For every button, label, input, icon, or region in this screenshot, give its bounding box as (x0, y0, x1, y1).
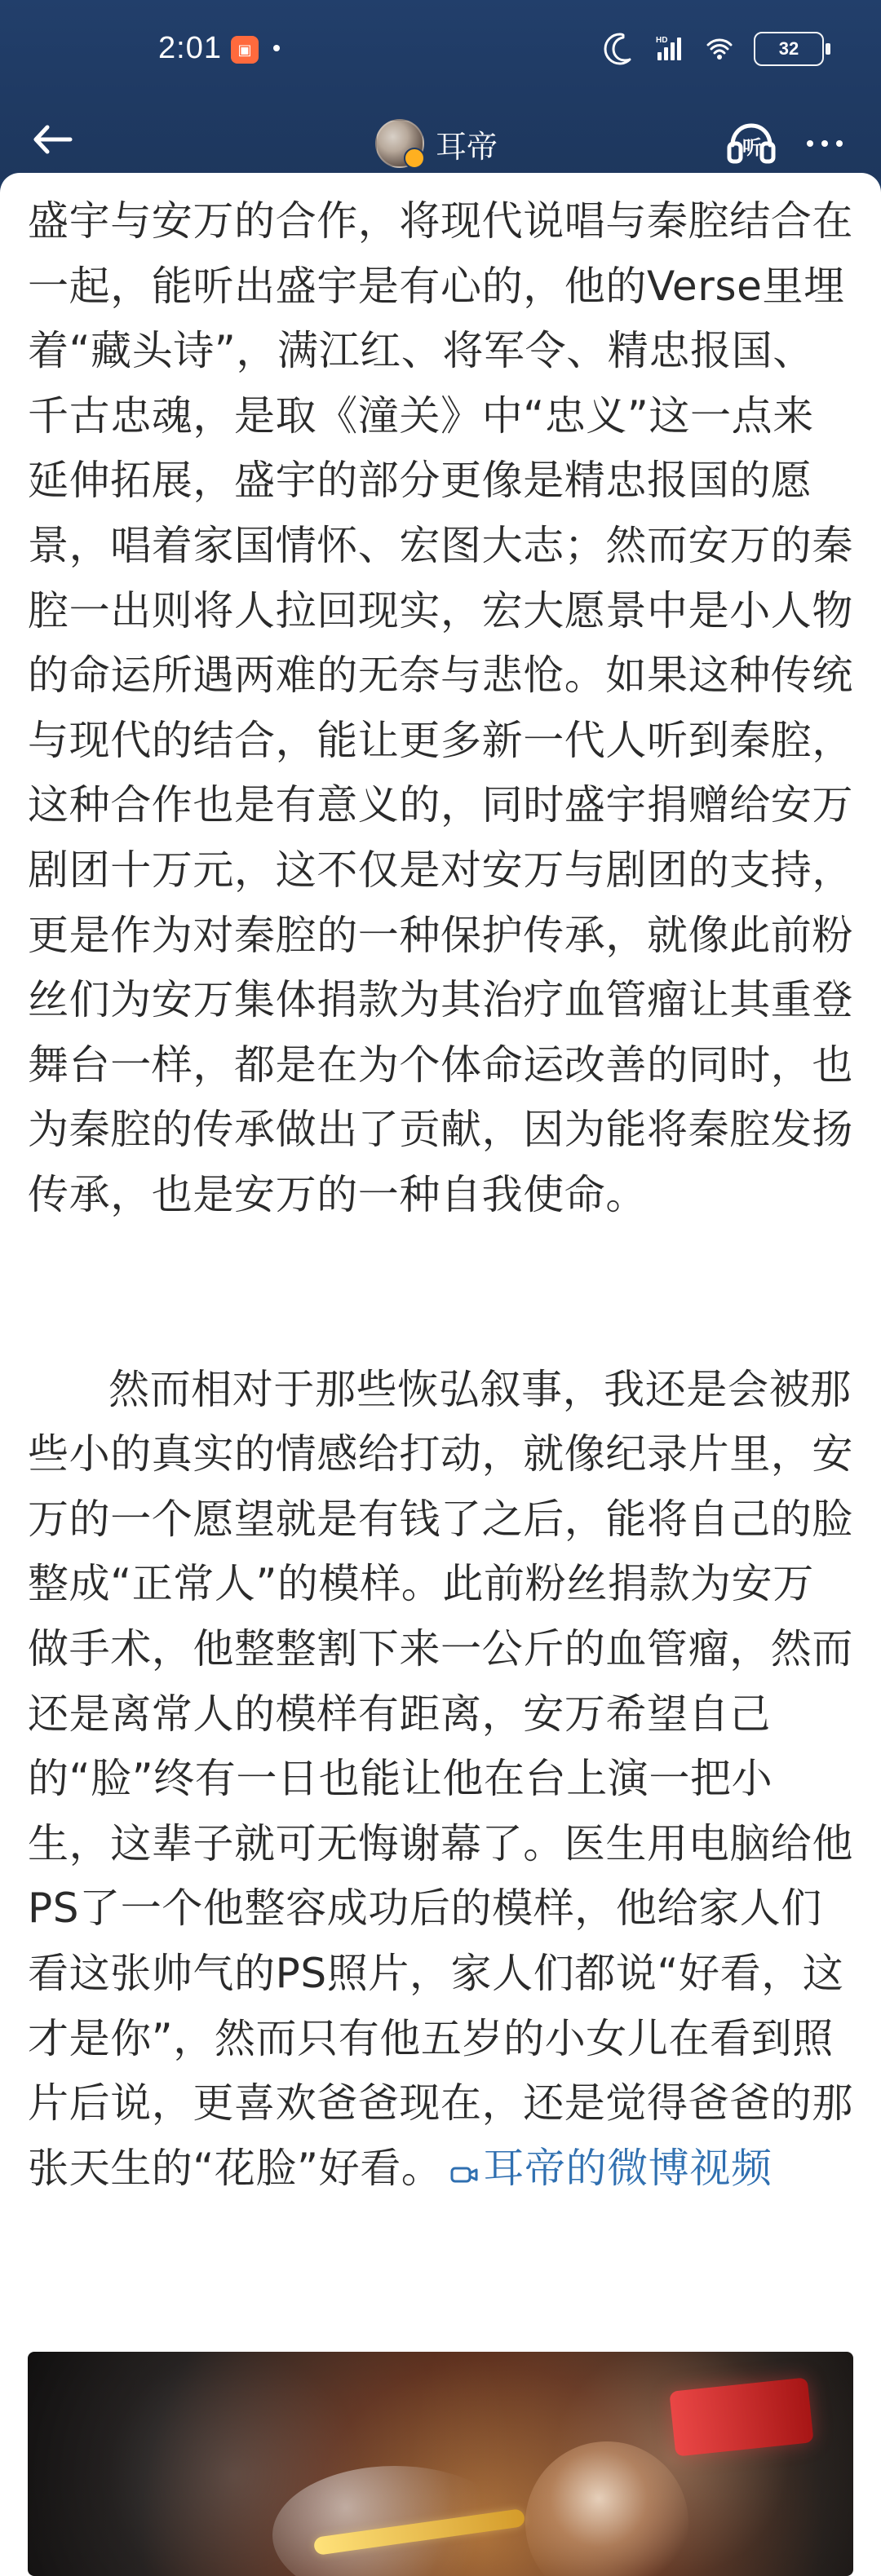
status-dot-icon (273, 45, 280, 51)
content-card (0, 173, 881, 2576)
verified-badge-icon (404, 148, 425, 169)
listen-label: 听 (742, 136, 762, 159)
wifi-icon (703, 33, 736, 65)
moon-icon (602, 33, 635, 65)
article-paragraph-2-text: 然而相对于那些恢弘叙事，我还是会被那些小的真实的情感给打动，就像纪录片里，安万的一个愿望就是有钱了之后，能将自己的脸整成“正常人”的模样。此前粉丝捐款为安万做手术，他整整割下来一公斤的血管瘤，然而还是离常人的模样有距离，安万希望自己的“脸”终有一日也能让他在台上演一把小生，这辈子就可无悔谢幕了。医生用电脑给他PS了一个他整容成功后的模样，他给家人们看这张帅气的PS照片，家人们都说“好看，这才是你”，然而只有他五岁的小女儿在看到照片后说，更喜欢爸爸现在，还是觉得爸爸的那张天生的“花脸”好看。 (28, 1365, 853, 2192)
app-header (0, 98, 881, 179)
svg-text:HD: HD (656, 36, 668, 45)
more-button[interactable] (796, 126, 853, 161)
signal-icon (653, 33, 685, 65)
listen-button[interactable] (723, 121, 780, 166)
article (28, 189, 853, 2266)
stage-sign-graphic (669, 2377, 813, 2456)
weibo-video-link[interactable] (450, 2145, 772, 2192)
weibo-badge-icon: ▣ (231, 36, 259, 64)
page-title: 耳帝 (436, 128, 498, 165)
performer-figure-right (525, 2441, 688, 2576)
video-thumbnail[interactable] (28, 2352, 853, 2576)
back-button[interactable] (26, 118, 80, 161)
battery-icon (754, 32, 824, 66)
status-bar (0, 0, 881, 98)
battery-level: 32 (778, 38, 799, 59)
avatar (375, 119, 424, 168)
article-paragraph-2 (28, 1292, 853, 2266)
top-bar (0, 0, 881, 179)
video-link-text: 耳帝的微博视频 (483, 2144, 773, 2192)
article-paragraph-1: 盛宇与安万的合作，将现代说唱与秦腔结合在一起，能听出盛宇是有心的，他的Verse里埋着“藏头诗”，满江红、将军令、精忠报国、千古忠魂，是取《潼关》中“忠义”这一点来延伸拓展，盛宇的部分更像是精忠报国的愿景，唱着家国情怀、宏图大志；然而安万的秦腔一出则将人拉回现实，宏大愿景中是小人物的命运所遇两难的无奈与悲怆。如果这种传统与现代的结合，能让更多新一代人听到秦腔，这种合作也是有意义的，同时盛宇捐赠给安万剧团十万元，这不仅是对安万与剧团的支持，更是作为对秦腔的一种保护传承，就像此前粉丝们为安万集体捐款为其治疗血管瘤让其重登舞台一样，都是在为个体命运改善的同时，也为秦腔的传承做出了贡献，因为能将秦腔发扬传承，也是安万的一种自我使命。 (28, 197, 853, 1218)
video-icon (450, 2164, 478, 2185)
system-icons (602, 33, 824, 65)
status-time: 2:01 (158, 31, 222, 65)
profile-title[interactable] (375, 119, 498, 168)
back-arrow-icon (29, 121, 77, 158)
more-dots-icon (807, 140, 843, 147)
